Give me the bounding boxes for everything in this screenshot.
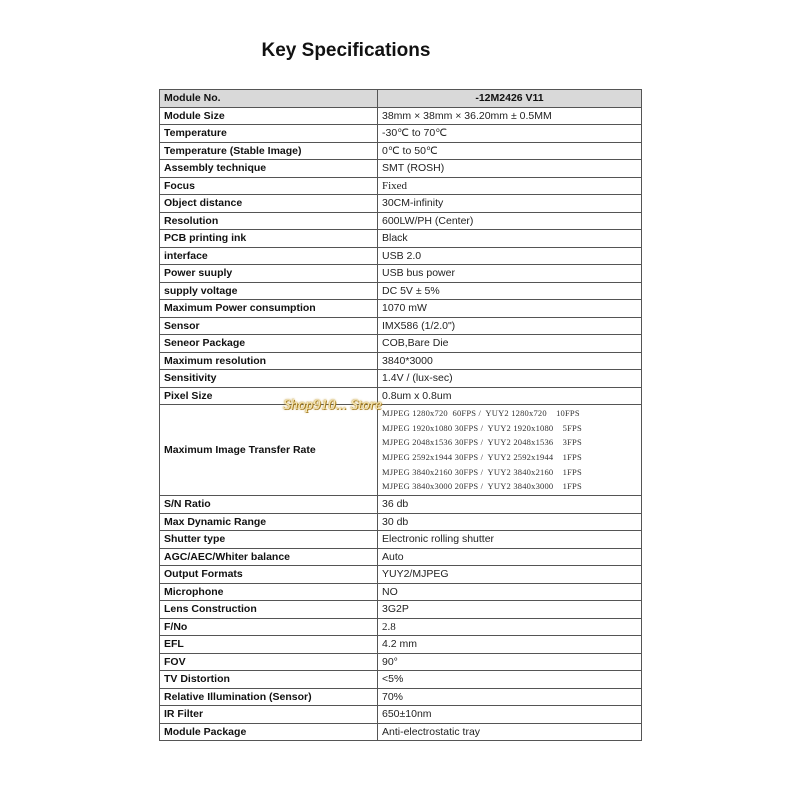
- spec-row: [160, 177, 642, 195]
- spec-label: Maximum resolution: [160, 352, 378, 370]
- spec-row: [160, 142, 642, 160]
- transfer-rate-list: [378, 405, 642, 496]
- spec-value: -30℃ to 70℃: [378, 125, 642, 143]
- header-value: -12M2426 V11: [378, 90, 642, 108]
- spec-label: Microphone: [160, 583, 378, 601]
- spec-label: Lens Construction: [160, 601, 378, 619]
- spec-value: <5%: [378, 671, 642, 689]
- spec-value: 650±10nm: [378, 706, 642, 724]
- spec-table: [159, 89, 642, 741]
- spec-label: interface: [160, 247, 378, 265]
- spec-label: Power suuply: [160, 265, 378, 283]
- spec-row: [160, 352, 642, 370]
- spec-label: Temperature: [160, 125, 378, 143]
- watermark: Shop910... Store: [283, 397, 382, 413]
- spec-label: Temperature (Stable Image): [160, 142, 378, 160]
- spec-row: [160, 335, 642, 353]
- spec-label: Module Size: [160, 107, 378, 125]
- spec-value: 3840*3000: [378, 352, 642, 370]
- spec-label: Maximum Image Transfer Rate: [160, 405, 378, 496]
- spec-value: Fixed: [378, 177, 642, 195]
- spec-value: IMX586 (1/2.0"): [378, 317, 642, 335]
- spec-row: [160, 107, 642, 125]
- spec-value: YUY2/MJPEG: [378, 566, 642, 584]
- transfer-rate-line: MJPEG 3840x3000 20FPS / YUY2 3840x3000 1FPS: [382, 481, 582, 492]
- spec-label: supply voltage: [160, 282, 378, 300]
- spec-label: Relative Illumination (Sensor): [160, 688, 378, 706]
- spec-row: [160, 531, 642, 549]
- spec-value: Anti-electrostatic tray: [378, 723, 642, 741]
- spec-label: Pixel Size: [160, 387, 378, 405]
- spec-label: S/N Ratio: [160, 496, 378, 514]
- spec-label: EFL: [160, 636, 378, 654]
- spec-value: 1070 mW: [378, 300, 642, 318]
- spec-value: USB bus power: [378, 265, 642, 283]
- spec-row: [160, 653, 642, 671]
- spec-label: Maximum Power consumption: [160, 300, 378, 318]
- spec-row: [160, 496, 642, 514]
- spec-label: Sensor: [160, 317, 378, 335]
- spec-value: NO: [378, 583, 642, 601]
- spec-label: Sensitivity: [160, 370, 378, 388]
- spec-row: [160, 601, 642, 619]
- spec-label: AGC/AEC/Whiter balance: [160, 548, 378, 566]
- spec-row: [160, 160, 642, 178]
- spec-row: [160, 513, 642, 531]
- table-header-row: [160, 90, 642, 108]
- transfer-rate-line: MJPEG 1280x720 60FPS / YUY2 1280x720 10FPS: [382, 407, 580, 418]
- spec-row: [160, 125, 642, 143]
- spec-label: Module Package: [160, 723, 378, 741]
- spec-label: TV Distortion: [160, 671, 378, 689]
- spec-value: 0.8um x 0.8um: [378, 387, 642, 405]
- spec-value: 0℃ to 50℃: [378, 142, 642, 160]
- transfer-rate-line: MJPEG 3840x2160 30FPS / YUY2 3840x2160 1FPS: [382, 466, 582, 477]
- spec-row: [160, 247, 642, 265]
- spec-value: Black: [378, 230, 642, 248]
- spec-value: 1.4V / (lux-sec): [378, 370, 642, 388]
- spec-row: [160, 387, 642, 405]
- spec-row: [160, 723, 642, 741]
- spec-row: [160, 548, 642, 566]
- transfer-rate-line: MJPEG 1920x1080 30FPS / YUY2 1920x1080 5FPS: [382, 422, 582, 433]
- spec-value: 30CM-infinity: [378, 195, 642, 213]
- spec-row: [160, 230, 642, 248]
- spec-label: IR Filter: [160, 706, 378, 724]
- spec-row: [160, 706, 642, 724]
- spec-value: 3G2P: [378, 601, 642, 619]
- spec-row: [160, 618, 642, 636]
- spec-row: [160, 195, 642, 213]
- spec-row: [160, 265, 642, 283]
- spec-value: 30 db: [378, 513, 642, 531]
- spec-label: PCB printing ink: [160, 230, 378, 248]
- spec-value: SMT (ROSH): [378, 160, 642, 178]
- spec-label: Seneor Package: [160, 335, 378, 353]
- spec-label: Object distance: [160, 195, 378, 213]
- spec-value: 4.2 mm: [378, 636, 642, 654]
- spec-value: 90°: [378, 653, 642, 671]
- spec-label: F/No: [160, 618, 378, 636]
- spec-value: Auto: [378, 548, 642, 566]
- spec-value: 36 db: [378, 496, 642, 514]
- spec-label: Focus: [160, 177, 378, 195]
- spec-label: Shutter type: [160, 531, 378, 549]
- spec-value: USB 2.0: [378, 247, 642, 265]
- spec-value: 2.8: [378, 618, 642, 636]
- spec-value: 600LW/PH (Center): [378, 212, 642, 230]
- transfer-rate-line: MJPEG 2592x1944 30FPS / YUY2 2592x1944 1FPS: [382, 452, 582, 462]
- spec-row: [160, 300, 642, 318]
- spec-row: [160, 212, 642, 230]
- spec-label: Output Formats: [160, 566, 378, 584]
- spec-label: Max Dynamic Range: [160, 513, 378, 531]
- spec-value: 70%: [378, 688, 642, 706]
- spec-row: [160, 566, 642, 584]
- spec-value: COB,Bare Die: [378, 335, 642, 353]
- spec-label: FOV: [160, 653, 378, 671]
- spec-row: [160, 636, 642, 654]
- page-title: Key Specifications: [261, 40, 431, 61]
- spec-value: DC 5V ± 5%: [378, 282, 642, 300]
- spec-row: [160, 282, 642, 300]
- header-label: Module No.: [160, 90, 378, 108]
- spec-row-transfer-rate: [160, 405, 642, 496]
- spec-row: [160, 688, 642, 706]
- spec-row: [160, 317, 642, 335]
- spec-label: Resolution: [160, 212, 378, 230]
- spec-value: Electronic rolling shutter: [378, 531, 642, 549]
- spec-label: Assembly technique: [160, 160, 378, 178]
- spec-value: 38mm × 38mm × 36.20mm ± 0.5MM: [378, 107, 642, 125]
- spec-row: [160, 370, 642, 388]
- transfer-rate-line: MJPEG 2048x1536 30FPS / YUY2 2048x1536 3FPS: [382, 437, 582, 448]
- spec-row: [160, 583, 642, 601]
- spec-row: [160, 671, 642, 689]
